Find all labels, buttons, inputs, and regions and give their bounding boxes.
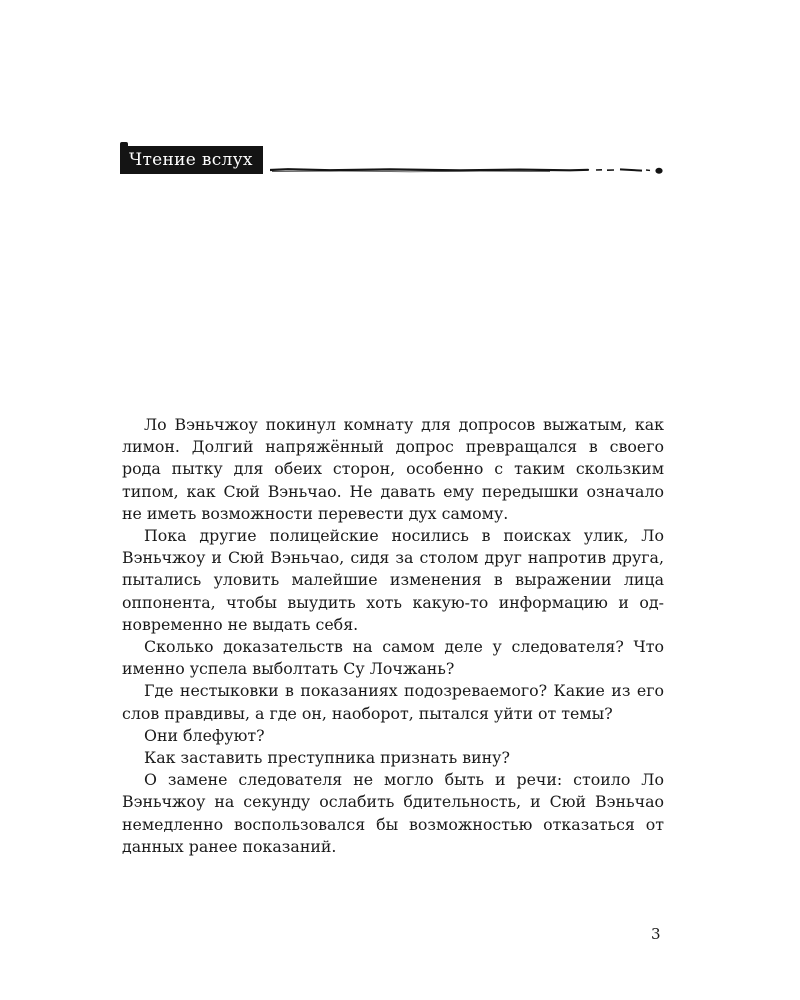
brush-rule-decoration: [270, 146, 665, 176]
chapter-header: [120, 146, 665, 176]
paragraph-5: Они блефуют?: [144, 725, 265, 745]
paragraph-6: Как заставить преступника признать вину?: [144, 748, 510, 768]
paragraph-2: Пока другие полицейские носились в поисках улик, Ло Вэньчжоу и Сюй Вэньчао, сидя за столом друг напротив друга, пытались уловить малейшие изменения в выражении лица оппонента, чтобы выудить хоть какую-то информацию и одновременно не выдать себя.: [122, 526, 664, 634]
chapter-title: Чтение вслух: [120, 146, 263, 174]
body-text: [122, 414, 664, 858]
paragraph-3: Сколько доказательств на самом деле у следователя? Что именно успела выболтать Су Лочжань?: [122, 637, 664, 679]
paragraph-4: Где нестыковки в показаниях подозреваемого? Какие из его слов правдивы, а где он, наоборот, пытался уйти от темы?: [122, 681, 664, 723]
page-number: 3: [651, 925, 661, 943]
paragraph-7: О замене следователя не могло быть и речи: стоило Ло Вэньчжоу на секунду ослабить бдительность, и Сюй Вэньчао немедленно воспользовался бы возможностью отказаться от данных ранее показаний.: [122, 770, 664, 856]
paragraph-1: Ло Вэньчжоу покинул комнату для допросов выжатым, как лимон. Долгий напряжённый допрос превращался в своего рода пытку для обеих сторон, особенно с таким скользким типом, как Сюй Вэньчао. Не давать ему передышки означало не иметь возможности перевести дух самому.: [122, 415, 664, 523]
